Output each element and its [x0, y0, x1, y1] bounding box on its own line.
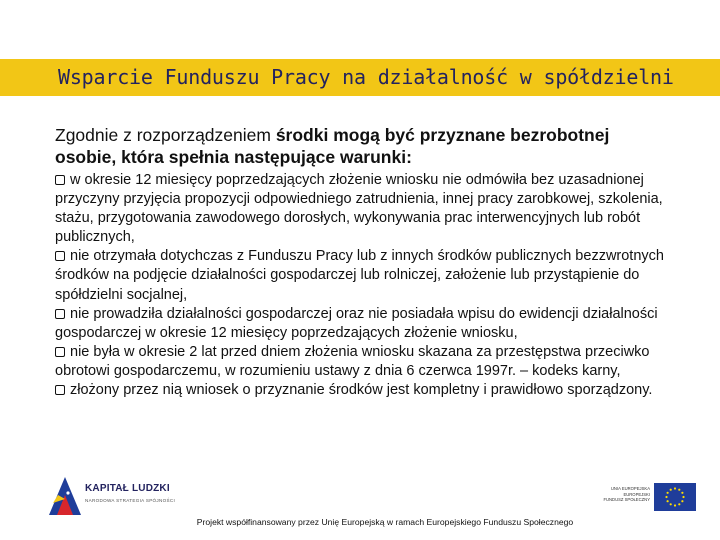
conditions-list: [55, 171, 680, 400]
footer-text: Projekt współfinansowany przez Unię Europejską w ramach Europejskiego Funduszu Społecznego: [196, 517, 574, 527]
eu-flag-icon: [654, 483, 696, 511]
condition-text: złożony przez nią wniosek o przyznanie środków jest kompletny i prawidłowo sporządzony.: [70, 382, 653, 399]
checkbox-icon: [55, 175, 65, 185]
eu-logo-line: FUNDUSZ SPOŁECZNY: [603, 497, 650, 503]
intro-bold-text: środki mogą być przyznane bezrobotnej osobie, która spełnia następujące warunki:: [55, 125, 610, 167]
title-bar: [0, 59, 720, 96]
intro-plain-text: Zgodnie z rozporządzeniem: [55, 125, 276, 145]
checkbox-icon: [55, 347, 65, 357]
condition-item: [55, 171, 680, 247]
intro-paragraph: [55, 124, 675, 168]
kapital-ludzki-logo: [45, 473, 190, 518]
eu-logo-line: UNIA EUROPEJSKA: [610, 486, 650, 491]
checkbox-icon: [55, 385, 65, 395]
condition-item: [55, 247, 680, 304]
condition-item: [55, 381, 680, 400]
checkbox-icon: [55, 309, 65, 319]
condition-text: nie otrzymała dotychczas z Funduszu Pracy lub z innych środków publicznych bezzwrotnych środków na podjęcie działalności gospodarczej lub rolniczej, założenie lub przystąpienie do spółdzielni socjalnej,: [55, 248, 664, 303]
eu-logo-text: [596, 486, 650, 503]
logo-left-title: KAPITAŁ LUDZKI: [85, 483, 170, 494]
condition-text: nie była w okresie 2 lat przed dniem złożenia wniosku skazana za przestępstwa przeciwko obrotowi gospodarczemu, w rozumieniu ustawy z dnia 6 czerwca 1997r. – kodeks karny,: [55, 343, 650, 379]
condition-text: w okresie 12 miesięcy poprzedzających złożenie wniosku nie odmówiła bez uzasadnionej przyczyny przyjęcia propozycji odpowiedniego zatrudnienia, innej pracy zarobkowej, szkolenia, stażu, przygotowania zawodowego dorosłych, wykonywania prac interwencyjnych lub robót publicznych,: [55, 172, 663, 246]
condition-item: [55, 343, 680, 381]
condition-item: [55, 305, 680, 343]
checkbox-icon: [55, 251, 65, 261]
kapital-ludzki-emblem-icon: [45, 473, 85, 518]
slide-title: Wsparcie Funduszu Pracy na działalność w spółdzielni: [58, 65, 674, 89]
eu-logo-line: EUROPEJSKI: [623, 491, 650, 497]
eu-logo: [596, 483, 698, 513]
logo-left-subtitle: NARODOWA STRATEGIA SPÓJNOŚCI: [85, 498, 176, 503]
condition-text: nie prowadziła działalności gospodarczej oraz nie posiadała wpisu do ewidencji działalności gospodarczej w okresie 12 miesięcy poprzedzających złożenie wniosku,: [55, 305, 658, 341]
